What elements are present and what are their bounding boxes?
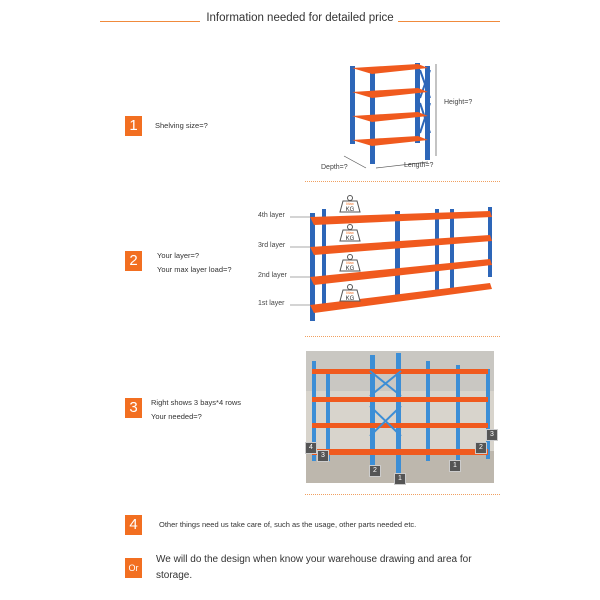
bay-tag: 1 <box>449 460 461 472</box>
max-kg-icon <box>338 254 362 272</box>
step-1-text <box>155 119 208 133</box>
layer-label-3rd: 3rd layer <box>258 242 286 249</box>
step-2-text <box>157 249 232 277</box>
step-or-line: We will do the design when know your warehouse drawing and area for storage. <box>156 554 472 581</box>
depth-label: Depth=? <box>321 164 348 171</box>
step-2-line-2: Your max layer load=? <box>157 265 232 274</box>
shelving-size-illustration <box>330 58 473 180</box>
svg-text:Max: Max <box>346 260 354 265</box>
step-4-number: 4 <box>125 515 142 535</box>
step-4-line: Other things need us take care of, such as the usage, other parts needed etc. <box>159 520 417 529</box>
layer-label-1st: 1st layer <box>258 300 285 307</box>
svg-text:KG: KG <box>345 207 355 213</box>
step-or-number: Or <box>125 558 142 578</box>
bay-tag: 3 <box>317 450 329 462</box>
length-label: Length=? <box>404 162 434 169</box>
svg-text:KG: KG <box>345 236 355 242</box>
step-3-line-2: Your needed=? <box>151 412 202 421</box>
layer-label-2nd: 2nd layer <box>258 272 287 279</box>
height-label: Height=? <box>444 99 473 106</box>
bay-tag: 4 <box>305 442 317 454</box>
bay-tag: 3 <box>486 429 498 441</box>
bay-tag: 2 <box>369 465 381 477</box>
max-kg-icon <box>338 224 362 242</box>
svg-text:KG: KG <box>345 266 355 272</box>
step-3-text <box>151 396 241 424</box>
bay-tag: 1 <box>394 473 406 485</box>
page-title: Information needed for detailed price <box>206 12 394 24</box>
step-or-text <box>156 552 496 584</box>
step-2-number: 2 <box>125 251 142 271</box>
step-1-line: Shelving size=? <box>155 121 208 130</box>
svg-text:Max: Max <box>346 230 354 235</box>
bay-tag: 2 <box>475 442 487 454</box>
max-kg-icon <box>338 284 362 302</box>
step-4-text <box>159 518 416 532</box>
step-1-number: 1 <box>125 116 142 136</box>
divider-2 <box>305 336 500 337</box>
layer-rack-illustration <box>290 205 500 323</box>
svg-text:KG: KG <box>345 296 355 302</box>
step-2-line-1: Your layer=? <box>157 251 200 260</box>
max-kg-icon <box>338 195 362 213</box>
warehouse-photo <box>306 351 494 483</box>
divider-3 <box>305 494 500 495</box>
step-3-line-1: Right shows 3 bays*4 rows <box>151 398 242 407</box>
step-3-number: 3 <box>125 398 142 418</box>
svg-text:Max: Max <box>346 201 354 206</box>
svg-text:Max: Max <box>346 290 354 295</box>
layer-label-4th: 4th layer <box>258 212 285 219</box>
divider-1 <box>305 181 500 182</box>
